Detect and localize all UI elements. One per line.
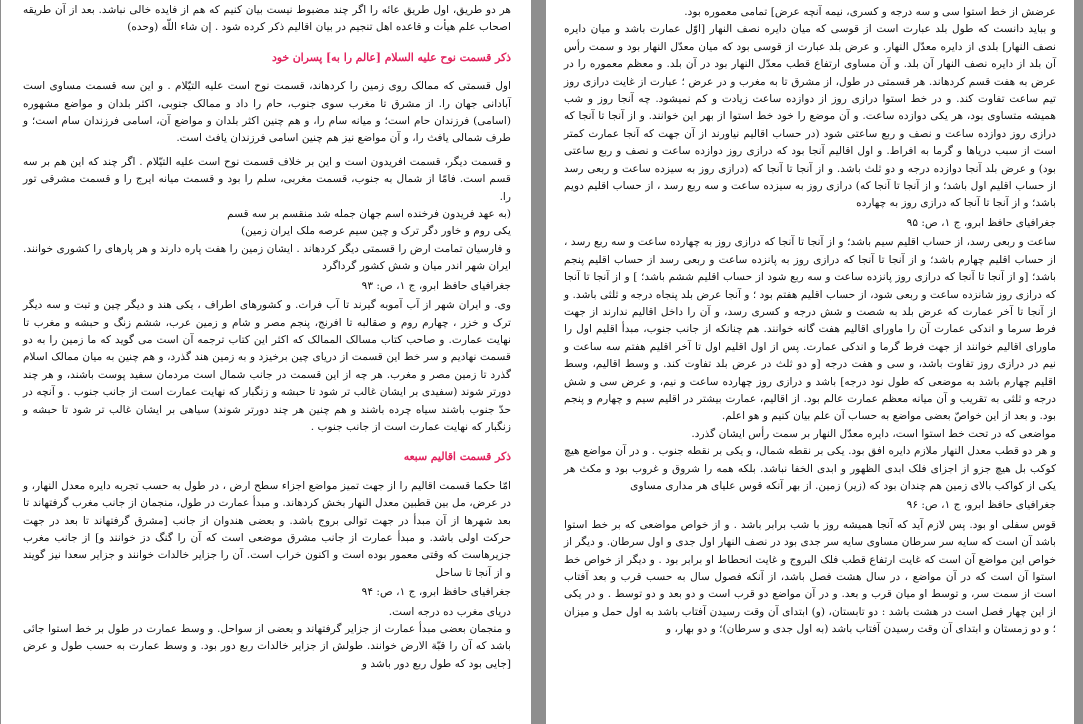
paragraph: امّا حکما قسمت اقالیم را از جهت تمیز مواضع اجزاء سطح ارض ، در طول به حسب تجربه دایره معدل النهار، و در عرض، مل بین قطبین معدل النهار بخش کردهاند. و مبدأ عمارت در طول، منجمان از جانب مغرب گرفتهاند تا بعد شهرها از آن مبدأ در جهت توالی بروج باشد. و بعضی هندوان از جانب [مشرق گرفتهاند تا بعد در جهت حرکت اولی باشد. و مبدأ عمارت از جانب مشرق موضعی است که آن را گنگ دز خوانند و] از جانب مغرب جزیرهاست که وقتی معمور بوده است و اکنون خراب است. آن را جزایر خالدات خوانند و جزایر سعدا نیز گویند و از آنجا تا ساحل	[23, 479, 511, 579]
right-page-text	[564, 4, 1056, 639]
paragraph: و قسمت دیگر، قسمت افریدون است و این بر خلاف قسمت نوح است علیه التیّلام . اگر چند که این هم بر سه قسم است. فامّا از شمال به جنوب، قسمت مغربی، سلم را بود و قسمت میانه ایرج را و قسمت مشرقی تور را.	[23, 155, 511, 203]
page-source-reference: جغرافیای حافظ ابرو، ج ۱، ص: ۹۴	[361, 586, 511, 599]
page-source-reference: جغرافیای حافظ ابرو، ج ۱، ص: ۹۵	[906, 216, 1056, 229]
paragraph: و منجمان بعضی مبدأ عمارت از جزایر گرفتهاند و بعضی از سواحل. و وسط عمارت در طول بر خط استوا جائی باشد که آن را قبّة الارض خوانند. طولش از جزایر خالدات ربع دور بود. و وسط عمارت به حسب طول و عرض [جایی بود که طول ربع دور باشد و	[23, 623, 511, 670]
paragraph: ساعت و ربعی رسد، از حساب اقلیم سیم باشد؛ و از آنجا تا آنجا که درازی روز به چهارده ساعت و سه ربع رسد ، از حساب اقلیم چهارم باشد؛ و از آنجا تا آنجا که درازی روز به پانزده ساعت و ربعی رسد از حساب اقلیم پنجم باشد؛ [و از آنجا تا آنجا که درازی روز پانزده ساعت و سه ربع شود از حساب اقلیم ششم باشد؛ ] و از آنجا تا آنجا که درازی روز شانزده ساعت و ربعی شود، از حساب اقلیم هفتم بود ؛ و آنجا عرض بلد پنجاه درجه و ثلثی باشد. و از آنجا تا آخر عمارت که عرض بلد به شصت و شش درجه و کسری رسد، و آن را داخل اقالیم ندارند از جهت فرط سرما و اندکی عمارت آن را ماورای اقالیم هفت گانه خوانند. هم چنانکه از جانب جنوب، مبدأ اقلیم اول را ماورای اقالیم خوانند از جهت فرط گرما و اندکی عمارت. پس از اول اقلیم اول تا آخر اقلیم هفتم سه ساعت و نیم در درازی روز تفاوت باشد، و سی و هفت درجه [و دو ثلث در عرض بلد تفاوت کند. و وسط اقالیم، وسط اقلیم چهارم باشد به موضعی که طول نود درجه] باشد و درازی روز چهارده ساعت و نیم، و عرض سی و شش درجه و ثلثی به تقریب و آن میانه معظم عمارت عالم بود. از اقالیم، عمارت بیشتر در اقلیم سیم و چهارم و پنجم بود. و بعد از این خواصّ بعضی مواضع به حساب آن علم بیان کنیم و هو اعلم.	[564, 236, 1056, 423]
page-source-reference: جغرافیای حافظ ابرو، ج ۱، ص: ۹۶	[906, 499, 1056, 512]
section-heading: ذکر قسمت اقالیم سبعه	[403, 450, 511, 464]
paragraph: وی. و ایران شهر از آب آموبه گیرند تا آب فرات. و کشورهای اطراف ، یکی هند و دیگر چین و تبت و سه دیگر ترک و خزر ، چهارم روم و صقالبه تا افرنج، پنجم مصر و شام و زمین عرب، ششم زنگ و حبشه و مغرب تا نهایت عمارت. و صاحب کتاب مسالک الممالک که اکثر این کتاب ترجمه آن است می گوید که ما زمین را به دو قسمت نهادیم و سر خط این قسمت از دریای چین برخیزد و به زمین هند گذرد، و هم چنین به میان ممالک اسلام گذرد تا زمین مصر و مغرب. هر چه از این قسمت در جانب شمال است مردمان سفید پوست باشند، و هر چند دورتر شوند (سفیدی بر ایشان غالب تر شود تا حبشه و زنگبار که نهایت عمارت است از جانب جنوب . و آنچه در حدّ جنوب باشند سیاه چرده باشند و هم چنین هر چند دورتر شوند) سیاهی بر ایشان غالب تر شود تا حبشه و زنگبار که نهایت عمارت است از جانب جنوب .	[23, 299, 511, 433]
paragraph: و بباید دانست که طول بلد عبارت است از قوسی که میان دایره نصف النهار [اوّل عمارت باشد و میان دایره نصف النهار] بلدی از دایره معدّل النهار. و عرض بلد عبارت از قوسی بود که میان معدّل النهار بود و سمت رأس آن بلد از دایره نصف النهار آن بلد. و آن مساوی ارتفاع قطب معدّل النهار بود در آن بلد. و معظم معموره را در عرض به هفت قسم کردهاند. هر قسمتی در طول، از مشرق تا به مغرب و در عرض ؛ عبارت از غایت درازی روز تیم ساعت تفاوت کند. و در خط استوا درازی روز از دوازده ساعت زیادت و کم نمیشود. چه آنجا روز و شب همیشه متساوی بود، هر یکی دوازده ساعت. و آن موضع را خود خط استوا از بهر این خوانند. و از آنجا تا آنجا که درازی روز دوازده ساعت و نصف و ربع ساعتی شود (در حساب اقالیم نیاورند از آن جهت که آنجا عمارت کمتر است از سبب دریاها و گرما به افراط. و اول اقالیم آنجا بود که درازی روز دوازده ساعت و نصف و ربع ساعتی بود) و عرض بلد آنجا دوازده درجه و دو ثلث باشد. و از آنجا تا آنجا که (درازی روز به سیزده ساعت و ربعی رسد از حساب اقلیم اول باشد؛ و از آنجا تا آنجا که) درازی روز به سیزده ساعت و سه ربع رسد ، از حساب اقلیم دویم باشد؛ و از آنجا تا آنجا که درازی روز به چهارده	[564, 23, 1056, 210]
paragraph: و فارسیان تمامت ارض را قسمتی دیگر کردهاند . ایشان زمین را هفت پاره دارند و هر پارهای را کشوری خوانند. ایران شهر اندر میان و شش کشور گرداگرد	[23, 242, 511, 273]
left-page	[1, 0, 531, 724]
page-source-reference: جغرافیای حافظ ابرو، ج ۱، ص: ۹۳	[361, 279, 511, 292]
section-heading: ذکر قسمت نوح علیه السلام [عالم را به] پسران خود	[271, 50, 511, 64]
paragraph: قوس سفلی او بود. پس لازم آید که آنجا همیشه روز با شب برابر باشد . و از خواص مواضعی که بر خط استوا باشد آن است که سایه سر سرطان مساوی سایه سر جدی بود در نصف النهار اول جدی و اول سرطان. و دیگر از خواص این مواضع آن است که غایت ارتفاع قطب فلک البروج و غایت انحطاط او برابر بود . و دیگر از خواص خط استوا آن است که در آن مواضع ، در سال هشت فصل باشد، از آنکه فصول سال به حسب قرب و بعد آفتاب است از سمت سر، و توسط او میان قرب و بعد. و در آن مواضع دو قرب است و دو بعد و دو توسط . و در یکی از این چهار فصل است در هشت باشد : دو تابستان، (و) ابتدای آن وقت رسیدن آفتاب باشد به اول حمل و میزان ؛ و دو زمستان و ابتدای آن وقت رسیدن آفتاب باشد (به اول جدی و سرطان)؛ و دو بهار، و	[564, 518, 1056, 636]
right-page	[546, 0, 1074, 724]
paragraph: دریای مغرب ده درجه است.	[388, 605, 511, 618]
paragraph: مواضعی که در تحت خط استوا است، دایره معدّل النهار بر سمت رأس ایشان گذرد.	[691, 427, 1056, 440]
paragraph: اول قسمتی که ممالک روی زمین را کردهاند، قسمت نوح است علیه التیّلام . و این سه قسمت مساوی است آبادانی جهان را. از مشرق تا مغرب سوی جنوب، حام را داد و ممالک جنوبی، اکثر بلدان و مواضع مشهوره (اسامی) فرزندان حام است؛ و میانه سام را، و هم چنین اکثر بلدان و مواضع آن، اسامی فرزندان سام است؛ و طرف شمالی یافث را، و آن مواضع نیز هم چنین اسامی فرزندان یافث است.	[23, 80, 511, 145]
verse-line: (به عهد فریدون فرخنده اسم جهان جمله شد منقسم بر سه قسم	[227, 208, 511, 221]
paragraph: عرضش از خط استوا سی و سه درجه و کسری، نیمه آنچه عرض] تمامی معموره بود.	[684, 6, 1056, 18]
paragraph: و هر دو قطب معدل النهار ملازم دایره افق بود. یکی بر نقطه شمال، و یکی بر نقطه جنوب . و در آن مواضع هیچ کوکب بل هیچ جزو از اجزای فلک ابدی الظهور و ابدی الخفا نباشد. بلکه همه را شروق و غروب بود و مکث هر یکی از کواکب بالای زمین هم چندان بود که (زیر) زمین. از بهر آنکه قوس علیای هر مداری مساوی	[564, 445, 1056, 492]
paragraph: هر دو طریق، اول طریق عائه را اگر چند مضبوط نیست بیان کنیم که هم از فایده خالی نباشد. بعد از آن طریقه اصحاب علم هیأت و قاعده اهل تنجیم در بیان اقالیم ذکر کرده شود . إن شاء اللّه (وحده)	[23, 4, 511, 34]
verse-line: یکی روم و خاور دگر ترک و چین سیم عرصه ملک ایران زمین)	[240, 225, 511, 238]
left-page-text	[23, 2, 511, 673]
